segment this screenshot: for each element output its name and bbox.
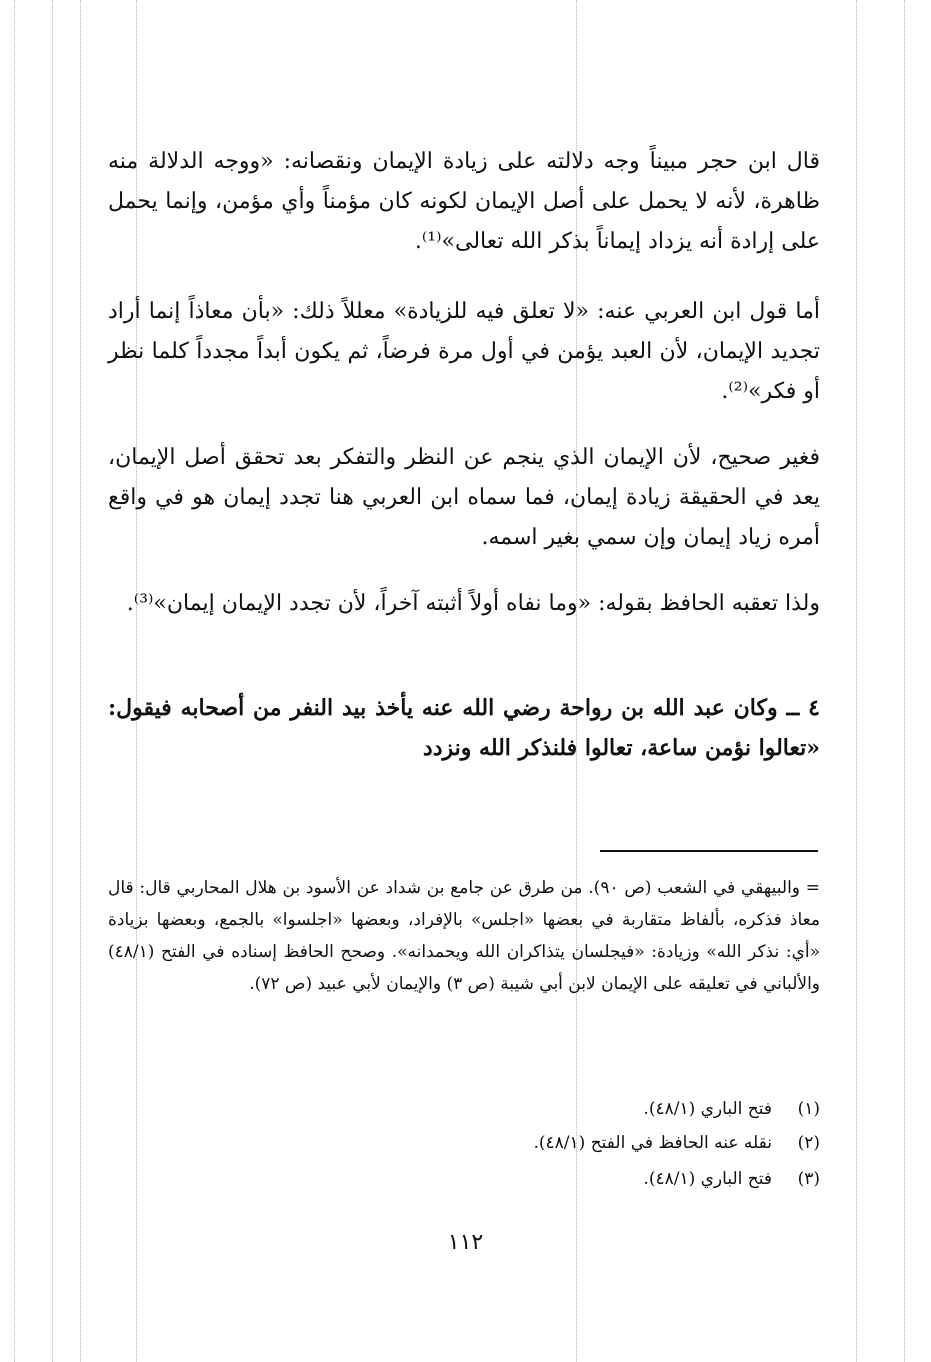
footnote-number: (٣) (797, 1169, 820, 1189)
scan-guide-line (856, 0, 857, 1362)
footnote-text: فتح الباري (٤٨/١). (643, 1099, 772, 1119)
paragraph-5: ٤ ــ وكان عبد الله بن رواحة رضي الله عنه يأخذ بيد النفر من أصحابه فيقول: «تعالوا نؤمن ساعة، تعالوا فلنذكر الله ونزدد (108, 695, 820, 761)
footnote-number: (١) (797, 1099, 820, 1119)
paragraph-1: قال ابن حجر مبيناً وجه دلالته على زيادة الإيمان ونقصانه: «ووجه الدلالة منه ظاهرة، لأنه لا يحمل على أصل الإيمان لكونه كان مؤمناً وأي مؤمن، وإنما يحمل على إرادة أنه يزداد إيماناً بذكر الله تعالى»⁽¹⁾. (108, 149, 820, 254)
footnote-2 (108, 1128, 820, 1158)
footnote-1 (108, 1094, 820, 1124)
paragraph-2: أما قول ابن العربي عنه: «لا تعلق فيه للزيادة» معللاً ذلك: «بأن معاذاً إنما أراد تجديد الإيمان، لأن العبد يؤمن في أول مرة فرضاً، ثم يكون أبداً مجدداً كلما نظر أو فكر»⁽²⁾. (108, 299, 820, 404)
footnote-continuation: = والبيهقي في الشعب (ص ٩٠). من طرق عن جامع بن شداد عن الأسود بن هلال المحاربي قال: قال معاذ فذكره، بألفاظ متقاربة في بعضها «اجلس» بالإفراد، وبعضها «اجلسوا» بالجمع، وبعضها بزيادة «أي: نذكر الله» وزيادة: «فيجلسان يتذاكران الله ويحمدانه». وصحح الحافظ إسناده في الفتح (٤٨/١) والألباني في تعليقه على الإيمان لابن أبي شيبة (ص ٣) والإيمان لأبي عبيد (ص ٧٢). (108, 878, 821, 994)
scan-guide-line (904, 0, 905, 1362)
footnote-text: فتح الباري (٤٨/١). (643, 1169, 772, 1189)
footnote-separator (600, 850, 818, 852)
scan-guide-line (52, 0, 53, 1362)
paragraph-3: فغير صحيح، لأن الإيمان الذي ينجم عن النظر والتفكر بعد تحقق أصل الإيمان، يعد في الحقيقة زيادة إيمان، فما سماه ابن العربي هنا تجدد إيمان هو في واقع أمره زياد إيمان وإن سمي بغير اسمه. (108, 445, 820, 550)
page-number: ١١٢ (447, 1230, 484, 1255)
footnote-3 (108, 1164, 820, 1194)
footnote-number: (٢) (797, 1133, 820, 1153)
scan-guide-line (14, 0, 15, 1362)
scan-guide-line (80, 0, 81, 1362)
paragraph-4: ولذا تعقبه الحافظ بقوله: «وما نفاه أولاً أثبته آخراً، لأن تجدد الإيمان إيمان»⁽³⁾. (126, 591, 820, 616)
footnote-text: نقله عنه الحافظ في الفتح (٤٨/١). (533, 1133, 772, 1153)
